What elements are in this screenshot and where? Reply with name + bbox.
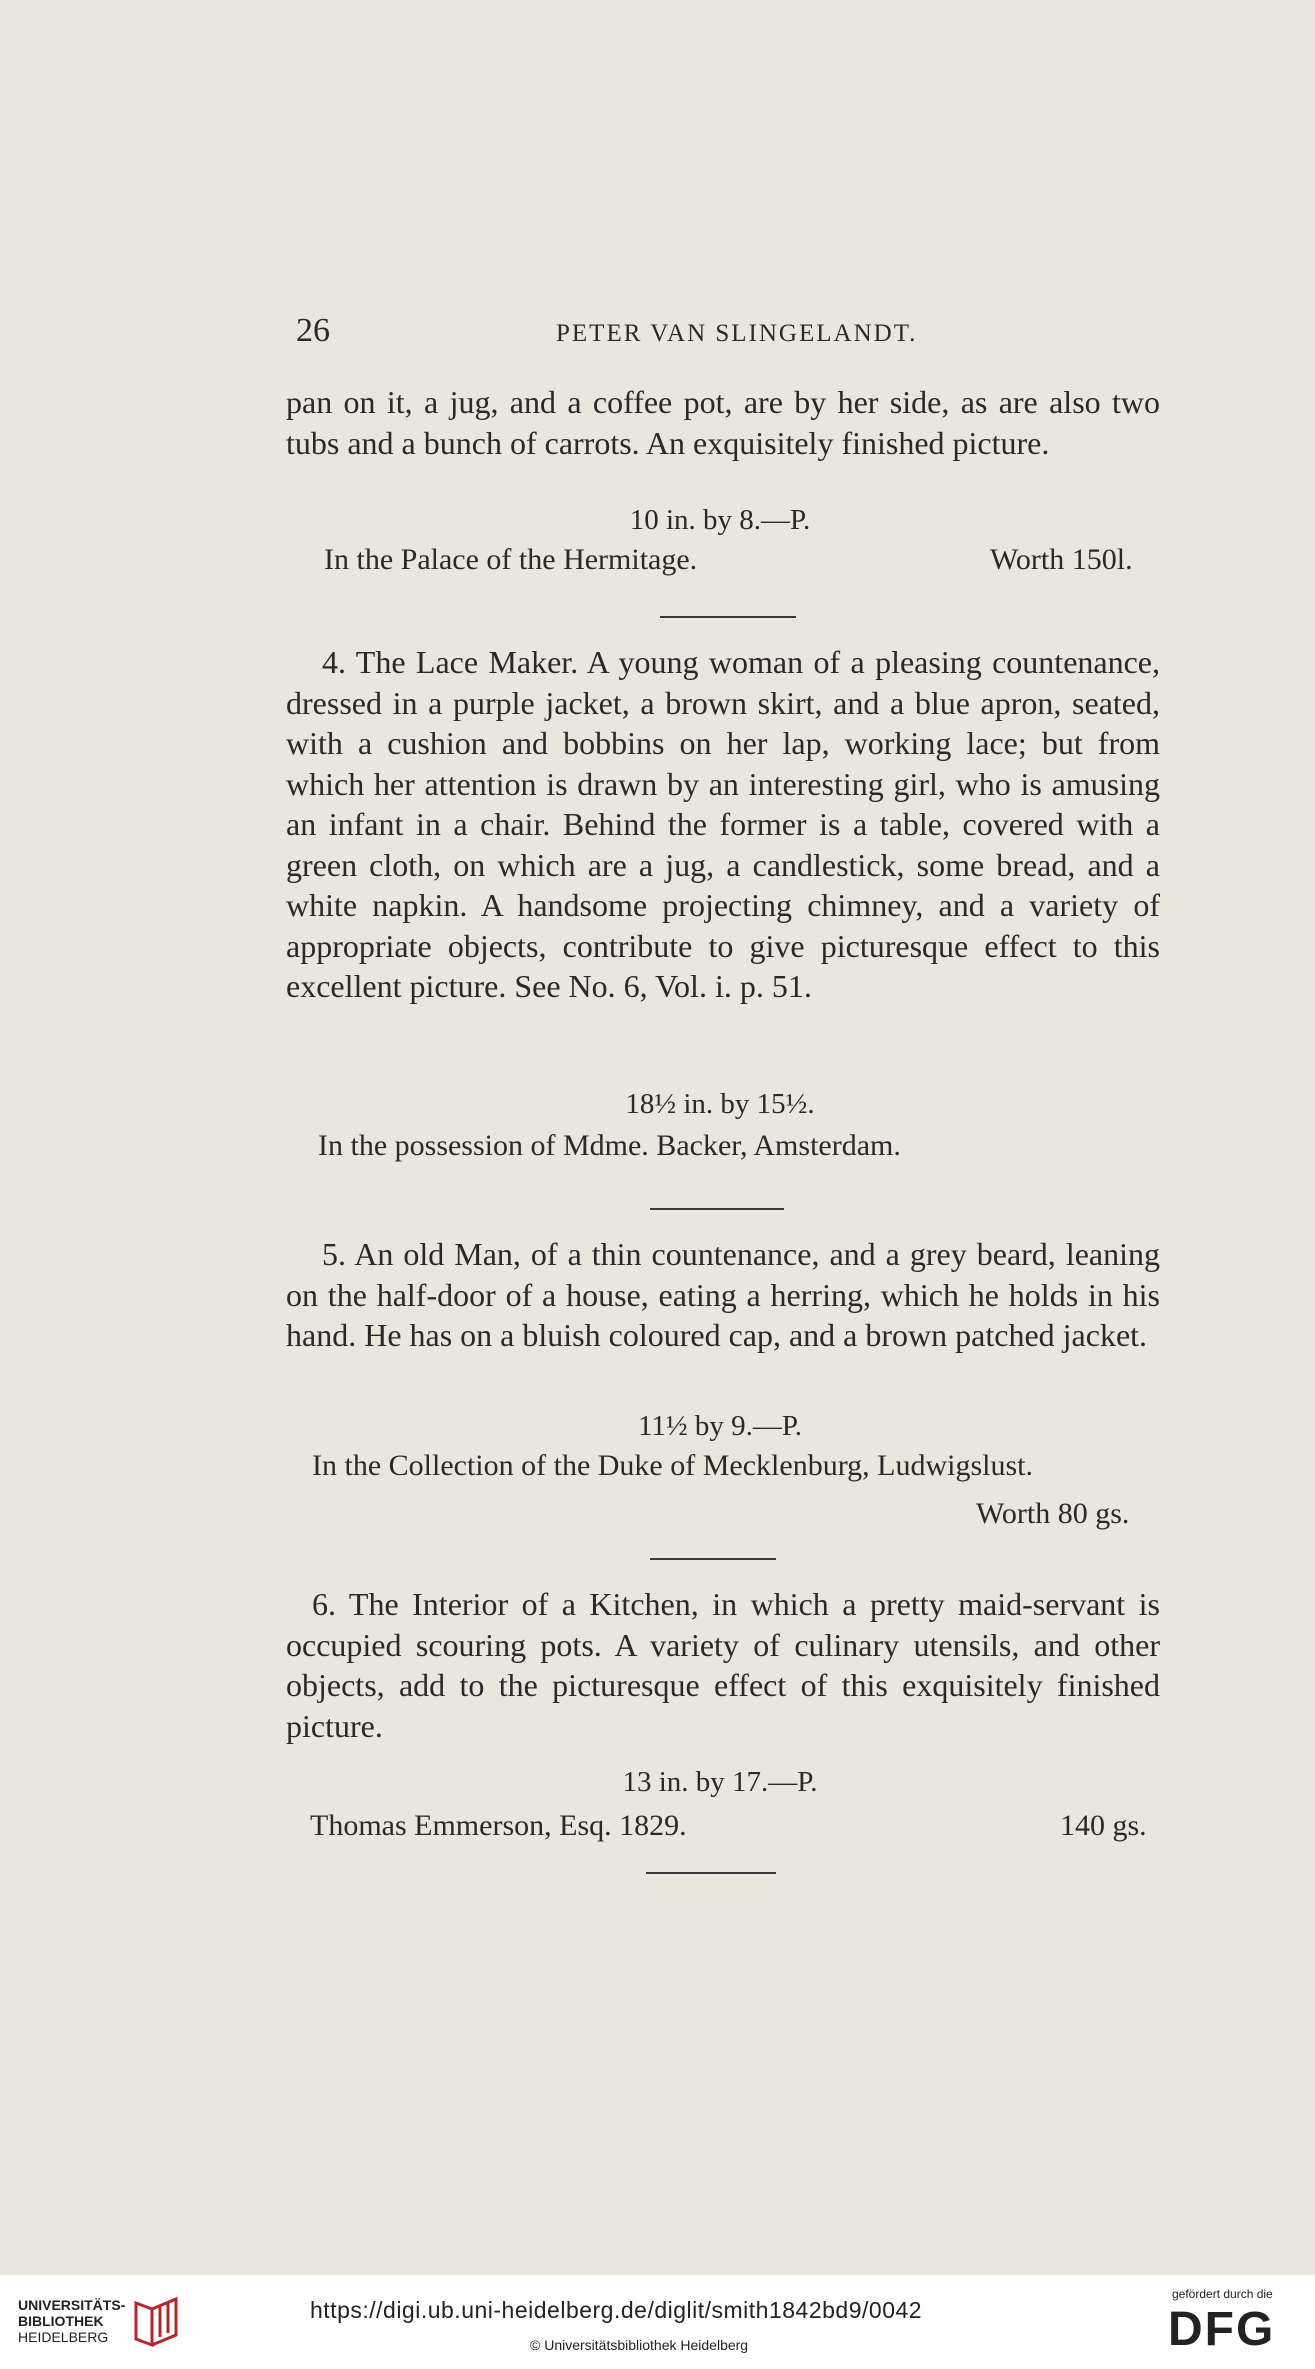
permalink-url[interactable]: https://digi.ub.uni-heidelberg.de/diglit/smith1842bd9/0042 bbox=[310, 2297, 923, 2323]
entry-6-provenance: Thomas Emmerson, Esq. 1829. bbox=[310, 1809, 687, 1842]
section-divider bbox=[646, 1872, 776, 1874]
entry-value: Worth 150l. bbox=[990, 543, 1133, 576]
running-head bbox=[296, 312, 1176, 352]
entry-5-text: 5. An old Man, of a thin countenance, and a grey beard, leaning on the half-door of a house, eating a herring, which he holds in his hand. He has on a bluish coloured cap, and a brown patched jacket. bbox=[286, 1236, 1160, 1353]
section-divider bbox=[660, 616, 796, 618]
viewer-footer bbox=[0, 2275, 1315, 2369]
library-line1: UNIVERSITÄTS- bbox=[18, 2297, 126, 2313]
entry-continuation-text: pan on it, a jug, and a coffee pot, are by her side, as are also two tubs and a bunch of carrots. An exquisitely finished picture. bbox=[286, 384, 1160, 461]
entry-5-dimensions: 11½ by 9.—P. bbox=[637, 1410, 803, 1442]
library-line3: HEIDELBERG bbox=[18, 2329, 109, 2345]
sponsor-caption: gefördert durch die bbox=[1172, 2287, 1273, 2301]
library-name bbox=[18, 2297, 125, 2345]
entry-4-dimensions: 18½ in. by 15½. bbox=[625, 1088, 815, 1120]
entry-5-provenance: In the Collection of the Duke of Mecklenburg, Ludwigslust. bbox=[312, 1449, 1033, 1482]
entry-4-provenance: In the possession of Mdme. Backer, Amsterdam. bbox=[318, 1129, 901, 1162]
copyright-notice: © Universitätsbibliothek Heidelberg bbox=[530, 2337, 749, 2353]
running-title: PETER VAN SLINGELANDT. bbox=[556, 320, 918, 347]
dfg-logo: DFG bbox=[1168, 2303, 1276, 2356]
entry-4-text: 4. The Lace Maker. A young woman of a pleasing countenance, dressed in a purple jacket, a brown skirt, and a blue apron, seated, with a cushion and bobbins on her lap, working lace; but from which her attention is drawn by an interesting girl, who is amusing an infant in a chair. Behind the former is a table, covered with a green cloth, on which are a jug, a candlestick, some bread, and a white napkin. A handsome projecting chimney, and a variety of appropriate objects, contribute to give picturesque effect to this excellent picture. See No. 6, Vol. i. p. 51. bbox=[286, 644, 1160, 1004]
library-line2: BIBLIOTHEK bbox=[18, 2313, 104, 2329]
entry-5-value: Worth 80 gs. bbox=[976, 1497, 1130, 1530]
section-divider bbox=[650, 1208, 784, 1210]
entry-dimensions: 10 in. by 8.—P. bbox=[629, 504, 811, 536]
entry-provenance: In the Palace of the Hermitage. bbox=[324, 543, 698, 576]
library-logo-icon bbox=[132, 2293, 182, 2354]
entry-6-value: 140 gs. bbox=[1060, 1809, 1147, 1842]
entry-6-text: 6. The Interior of a Kitchen, in which a pretty maid-servant is occupied scouring pots. A variety of culinary utensils, and other objects, add to the picturesque effect of this exquisitely finished picture. bbox=[286, 1586, 1160, 1744]
entry-6-dimensions: 13 in. by 17.—P. bbox=[622, 1766, 818, 1798]
section-divider bbox=[650, 1558, 776, 1560]
page-number: 26 bbox=[296, 312, 330, 349]
